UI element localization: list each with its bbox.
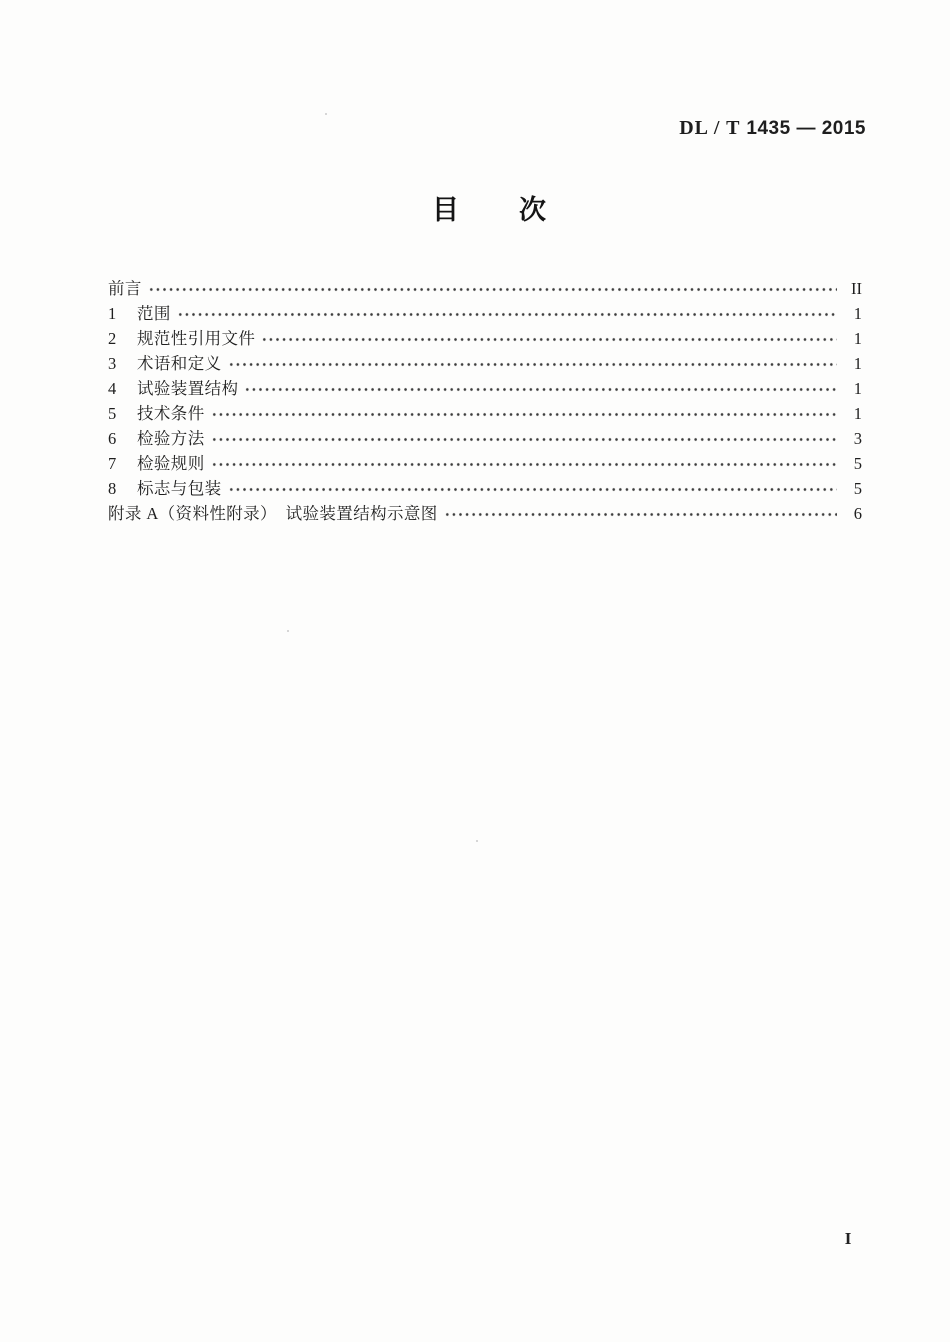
toc-entry-number: 5: [108, 404, 117, 423]
toc-entry-page: 1: [853, 329, 862, 348]
toc-entry-number: 2: [108, 329, 117, 348]
dot-leader: [444, 501, 837, 526]
dot-leader: [228, 351, 838, 376]
page-title: [14, 197, 950, 224]
toc-entry-page: 3: [853, 429, 862, 448]
toc-entry-number: 4: [108, 379, 117, 398]
dot-leader: [211, 401, 837, 426]
toc-entry-number: 7: [108, 454, 117, 473]
toc-entry-label: 试验装置结构: [137, 379, 239, 398]
toc-entry-page: 1: [853, 304, 862, 323]
footer-page-number: I: [844, 1229, 852, 1248]
toc-entry-page: II: [851, 279, 862, 298]
scan-speck: [476, 840, 478, 842]
dot-leader: [261, 326, 837, 351]
toc-entry-normative-references: [108, 326, 862, 351]
dot-leader: [244, 376, 837, 401]
document-code-prefix: DL / T: [679, 117, 741, 139]
toc-entry-label: 检验方法: [137, 429, 205, 448]
toc-entry-label: 术语和定义: [137, 354, 222, 373]
toc-entry-page: 5: [853, 454, 862, 473]
toc-entry-label: 技术条件: [137, 404, 205, 423]
toc-entry-label: 范围: [137, 304, 171, 323]
document-code-number: 1435 — 2015: [746, 118, 866, 139]
toc-entry-inspection-methods: [108, 426, 862, 451]
toc-entry-label: 规范性引用文件: [137, 329, 256, 348]
toc-entry-page: 1: [853, 379, 862, 398]
toc-entry-inspection-rules: [108, 451, 862, 476]
page-title-char-2: 次: [519, 195, 546, 225]
toc-entry-label: 前言: [108, 279, 142, 298]
toc-entry-label: 附录 A（资料性附录） 试验装置结构示意图: [108, 504, 438, 523]
toc-entry-page: 1: [853, 404, 862, 423]
dot-leader: [177, 301, 837, 326]
toc-entry-marking-packaging: [108, 476, 862, 501]
toc-entry-appendix-a: [108, 501, 862, 526]
dot-leader: [148, 276, 837, 301]
page-title-char-1: 目: [432, 195, 459, 225]
toc-entry-scope: [108, 301, 862, 326]
dot-leader: [228, 476, 838, 501]
table-of-contents: [108, 276, 862, 526]
dot-leader: [211, 426, 837, 451]
toc-entry-number: 8: [108, 479, 117, 498]
toc-entry-page: 5: [853, 479, 862, 498]
scan-speck: [325, 113, 327, 115]
toc-entry-technical-conditions: [108, 401, 862, 426]
toc-entry-page: 1: [853, 354, 862, 373]
toc-entry-number: 6: [108, 429, 117, 448]
document-code: [679, 117, 866, 140]
dot-leader: [211, 451, 837, 476]
toc-entry-number: 1: [108, 304, 117, 323]
toc-entry-number: 3: [108, 354, 117, 373]
toc-entry-page: 6: [853, 504, 862, 523]
toc-entry-test-device-structure: [108, 376, 862, 401]
toc-entry-foreword: [108, 276, 862, 301]
toc-entry-terms-definitions: [108, 351, 862, 376]
toc-entry-label: 标志与包装: [137, 479, 222, 498]
toc-entry-label: 检验规则: [137, 454, 205, 473]
scan-speck: [287, 630, 289, 632]
